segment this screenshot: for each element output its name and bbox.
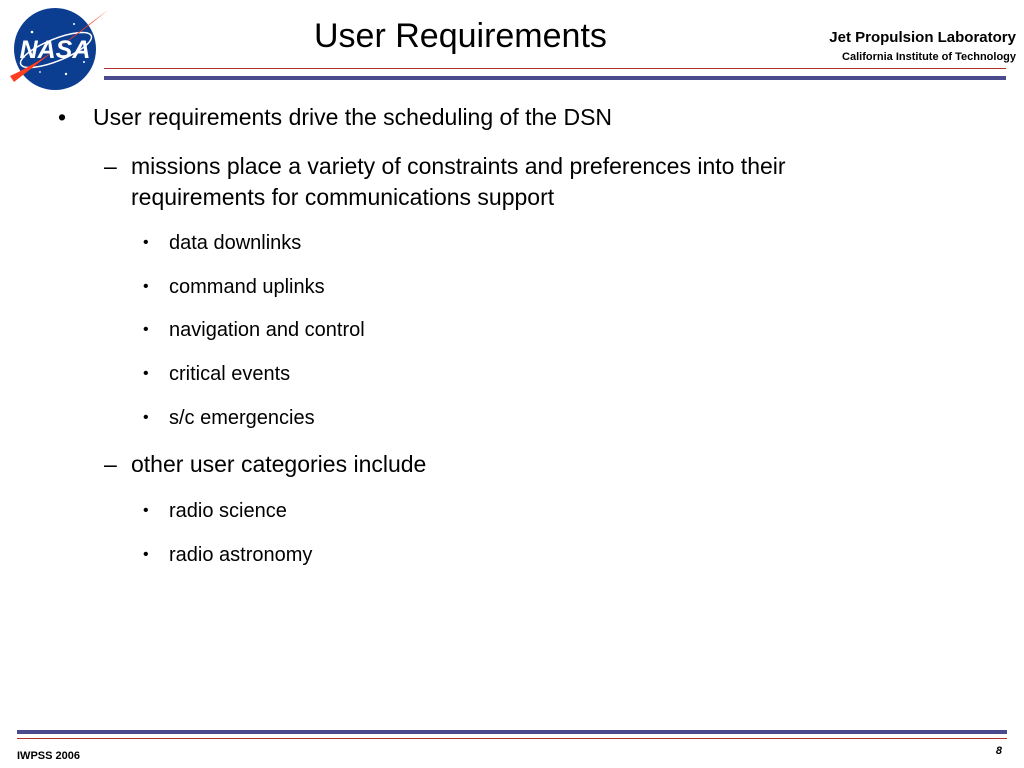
bullet-text: other user categories include [131,451,427,477]
bullet-text: s/c emergencies [169,407,315,429]
bullet-text: command uplinks [169,276,325,298]
footer-conference: IWPSS 2006 [17,750,80,762]
org-subtitle: California Institute of Technology [842,51,1016,63]
bullet-text: User requirements drive the scheduling of the DSN [93,104,613,130]
bullet-text: data downlinks [169,232,302,254]
bullet-marker: • [143,278,149,295]
bullet-marker: • [143,234,149,251]
bullet-marker: • [143,365,149,382]
bullet-marker: • [143,321,149,338]
bullet-text: requirements for communications support [131,184,555,210]
footer-rule-red [17,738,1007,739]
bullet-marker: • [143,409,149,426]
bullet-text: navigation and control [169,319,365,341]
bullet-marker: • [143,546,149,563]
dash-marker: – [104,153,117,179]
bullet-text: radio science [169,500,287,522]
bullet-text: critical events [169,363,291,385]
bullet-text: radio astronomy [169,544,313,566]
dash-marker: – [104,451,117,477]
footer-rule-blue [17,730,1007,734]
page-number: 8 [995,745,1002,757]
org-name: Jet Propulsion Laboratory [829,29,1016,46]
nasa-logo-text: NASA [19,36,91,64]
bullet-text: missions place a variety of constraints and preferences into their [131,153,786,179]
bullet-marker: • [143,502,149,519]
bullet-marker: • [58,104,67,130]
slide-title: User Requirements [314,17,607,55]
